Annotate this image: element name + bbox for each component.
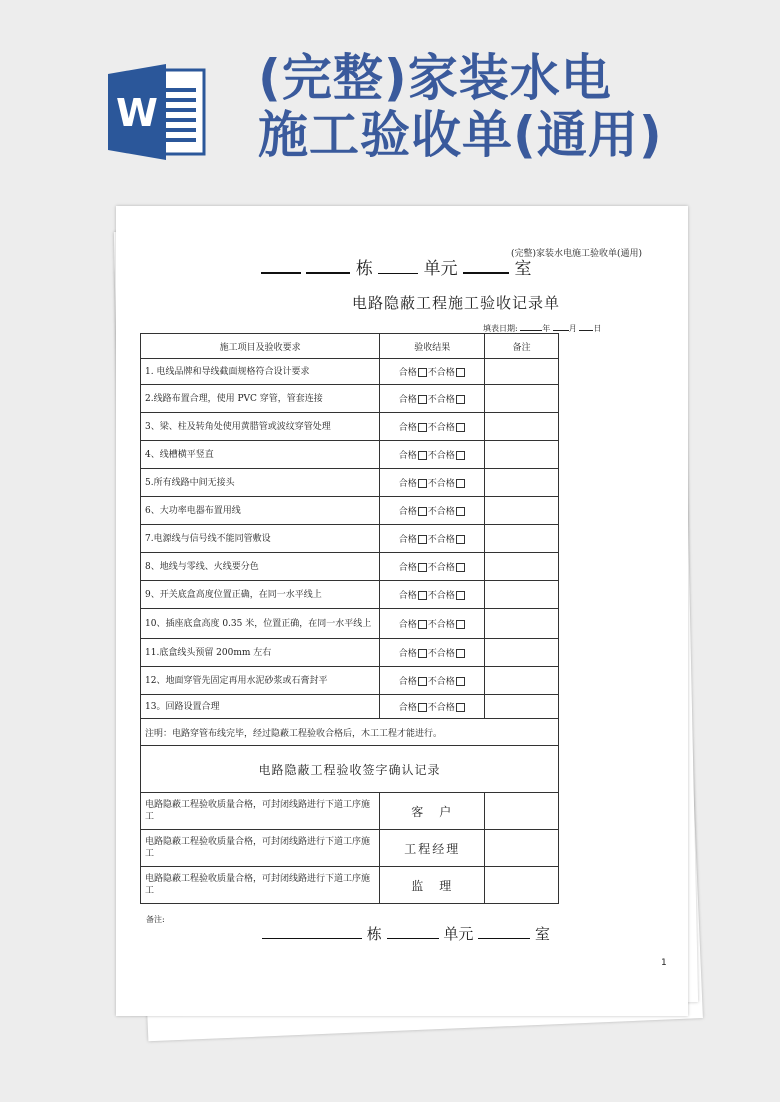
table-row [141, 667, 559, 695]
sign-field-supervisor[interactable] [485, 867, 559, 904]
note-field[interactable] [485, 609, 559, 639]
table-row [141, 695, 559, 719]
table-header-row [141, 334, 559, 359]
fail-label: 不合格 [427, 591, 455, 601]
building-label: 栋 [355, 259, 373, 279]
fail-label: 不合格 [427, 703, 455, 713]
document-running-header: (完整)家装水电施工验收单(通用) [511, 249, 643, 259]
result-cell [380, 441, 485, 469]
inspection-item: 1. 电线品牌和导线截面规格符合设计要求 [141, 359, 380, 385]
result-cell [380, 359, 485, 385]
note-field[interactable] [485, 581, 559, 609]
sign-row [141, 867, 559, 904]
building-line-bottom [262, 923, 550, 944]
table-row [141, 553, 559, 581]
fail-checkbox[interactable] [456, 451, 465, 460]
sign-row [141, 793, 559, 830]
document-page [116, 206, 688, 1016]
table-row [141, 359, 559, 385]
sign-section-title-row [141, 746, 559, 793]
result-cell [380, 385, 485, 413]
pass-label: 合格 [398, 677, 417, 687]
fail-checkbox[interactable] [456, 703, 465, 712]
table-row [141, 581, 559, 609]
fill-date-day: 日 [593, 324, 602, 333]
sign-role-manager: 工程经理 [380, 830, 485, 867]
fail-label: 不合格 [427, 620, 455, 630]
note-field[interactable] [485, 385, 559, 413]
result-cell [380, 525, 485, 553]
building-line-top [261, 254, 531, 279]
pass-checkbox[interactable] [418, 395, 427, 404]
note-field[interactable] [485, 441, 559, 469]
fail-label: 不合格 [427, 677, 455, 687]
page-title-line2: 施工验收单(通用) [258, 106, 663, 164]
pass-checkbox[interactable] [418, 507, 427, 516]
page-number: 1 [661, 958, 667, 968]
result-cell [380, 639, 485, 667]
result-cell [380, 609, 485, 639]
room-label: 室 [534, 925, 550, 943]
note-field[interactable] [485, 469, 559, 497]
result-cell [380, 581, 485, 609]
result-cell [380, 497, 485, 525]
fail-checkbox[interactable] [456, 423, 465, 432]
word-document-icon [106, 64, 206, 160]
page-title-line1: (完整)家装水电 [258, 49, 612, 107]
fail-checkbox[interactable] [456, 677, 465, 686]
pass-label: 合格 [398, 563, 417, 573]
result-cell [380, 413, 485, 441]
fail-checkbox[interactable] [456, 591, 465, 600]
note-field[interactable] [485, 497, 559, 525]
pass-label: 合格 [398, 649, 417, 659]
inspection-item: 4、线槽横平竖直 [141, 441, 380, 469]
pass-checkbox[interactable] [418, 535, 427, 544]
result-cell [380, 469, 485, 497]
pass-label: 合格 [398, 479, 417, 489]
fail-checkbox[interactable] [456, 620, 465, 629]
fill-date-month: 月 [568, 324, 577, 333]
fail-checkbox[interactable] [456, 368, 465, 377]
fill-date-year: 年 [542, 324, 551, 333]
column-header-note: 备注 [485, 334, 559, 359]
inspection-item: 2.线路布置合理，使用 PVC 穿管，管套连接 [141, 385, 380, 413]
pass-checkbox[interactable] [418, 649, 427, 658]
pass-label: 合格 [398, 620, 417, 630]
column-header-item: 施工项目及验收要求 [141, 334, 380, 359]
unit-label: 单元 [423, 259, 458, 279]
pass-label: 合格 [398, 395, 417, 405]
note-field[interactable] [485, 525, 559, 553]
fail-checkbox[interactable] [456, 395, 465, 404]
form-title: 电路隐蔽工程施工验收记录单 [352, 294, 561, 312]
fail-label: 不合格 [427, 563, 455, 573]
note-field[interactable] [485, 359, 559, 385]
note-field[interactable] [485, 667, 559, 695]
page-title [258, 50, 758, 164]
building-label: 栋 [366, 925, 382, 943]
word-logo-letter: W [116, 91, 158, 135]
pass-checkbox[interactable] [418, 423, 427, 432]
note-field[interactable] [485, 413, 559, 441]
fail-label: 不合格 [427, 507, 455, 517]
fail-checkbox[interactable] [456, 479, 465, 488]
room-label: 室 [514, 259, 532, 279]
sign-role-customer: 客 户 [380, 793, 485, 830]
note-text: 注明：电路穿管布线完毕，经过隐蔽工程验收合格后，木工工程才能进行。 [141, 719, 559, 746]
inspection-item: 10、插座底盒高度 0.35 米，位置正确，在同一水平线上 [141, 609, 380, 639]
pass-checkbox[interactable] [418, 563, 427, 572]
column-header-result: 验收结果 [380, 334, 485, 359]
inspection-item: 11.底盒线头预留 200mm 左右 [141, 639, 380, 667]
fail-label: 不合格 [427, 535, 455, 545]
inspection-item: 8、地线与零线、火线要分色 [141, 553, 380, 581]
fill-date-label: 填表日期: [483, 324, 518, 333]
fail-label: 不合格 [427, 649, 455, 659]
fail-label: 不合格 [427, 368, 455, 378]
inspection-item: 12、地面穿管先固定再用水泥砂浆或石膏封平 [141, 667, 380, 695]
note-field[interactable] [485, 553, 559, 581]
table-row [141, 385, 559, 413]
sign-row-desc: 电路隐蔽工程验收质量合格，可封闭线路进行下道工序施工 [141, 830, 380, 867]
sign-field-manager[interactable] [485, 830, 559, 867]
pass-label: 合格 [398, 423, 417, 433]
inspection-item: 13。回路设置合理 [141, 695, 380, 719]
sign-role-supervisor: 监 理 [380, 867, 485, 904]
note-field[interactable] [485, 639, 559, 667]
sign-row-desc: 电路隐蔽工程验收质量合格，可封闭线路进行下道工序施工 [141, 867, 380, 904]
table-row [141, 413, 559, 441]
pass-label: 合格 [398, 507, 417, 517]
inspection-item: 7.电源线与信号线不能同管敷设 [141, 525, 380, 553]
fail-label: 不合格 [427, 395, 455, 405]
inspection-item: 9、开关底盒高度位置正确，在同一水平线上 [141, 581, 380, 609]
table-row [141, 639, 559, 667]
sign-row-desc: 电路隐蔽工程验收质量合格，可封闭线路进行下道工序施工 [141, 793, 380, 830]
note-row [141, 719, 559, 746]
pass-checkbox[interactable] [418, 368, 427, 377]
fail-checkbox[interactable] [456, 535, 465, 544]
table-row [141, 441, 559, 469]
table-row [141, 609, 559, 639]
inspection-item: 3、梁、柱及转角处使用黄腊管或波纹穿管处理 [141, 413, 380, 441]
fail-checkbox[interactable] [456, 507, 465, 516]
table-row [141, 525, 559, 553]
sign-section-title: 电路隐蔽工程验收签字确认记录 [141, 746, 559, 793]
fail-checkbox[interactable] [456, 649, 465, 658]
fail-checkbox[interactable] [456, 563, 465, 572]
inspection-table [140, 333, 559, 904]
result-cell [380, 553, 485, 581]
pass-label: 合格 [398, 703, 417, 713]
unit-label: 单元 [443, 925, 474, 943]
inspection-item: 6、大功率电器布置用线 [141, 497, 380, 525]
pass-checkbox[interactable] [418, 591, 427, 600]
pass-checkbox[interactable] [418, 451, 427, 460]
pass-label: 合格 [398, 368, 417, 378]
remark-label: 备注: [146, 915, 165, 924]
sign-row [141, 830, 559, 867]
fail-label: 不合格 [427, 451, 455, 461]
table-row [141, 469, 559, 497]
pass-label: 合格 [398, 535, 417, 545]
sign-field-customer[interactable] [485, 793, 559, 830]
fail-label: 不合格 [427, 479, 455, 489]
table-row [141, 497, 559, 525]
pass-checkbox[interactable] [418, 620, 427, 629]
result-cell [380, 695, 485, 719]
result-cell [380, 667, 485, 695]
pass-checkbox[interactable] [418, 479, 427, 488]
fail-label: 不合格 [427, 423, 455, 433]
pass-label: 合格 [398, 591, 417, 601]
pass-checkbox[interactable] [418, 677, 427, 686]
note-field[interactable] [485, 695, 559, 719]
pass-label: 合格 [398, 451, 417, 461]
pass-checkbox[interactable] [418, 703, 427, 712]
inspection-item: 5.所有线路中间无接头 [141, 469, 380, 497]
